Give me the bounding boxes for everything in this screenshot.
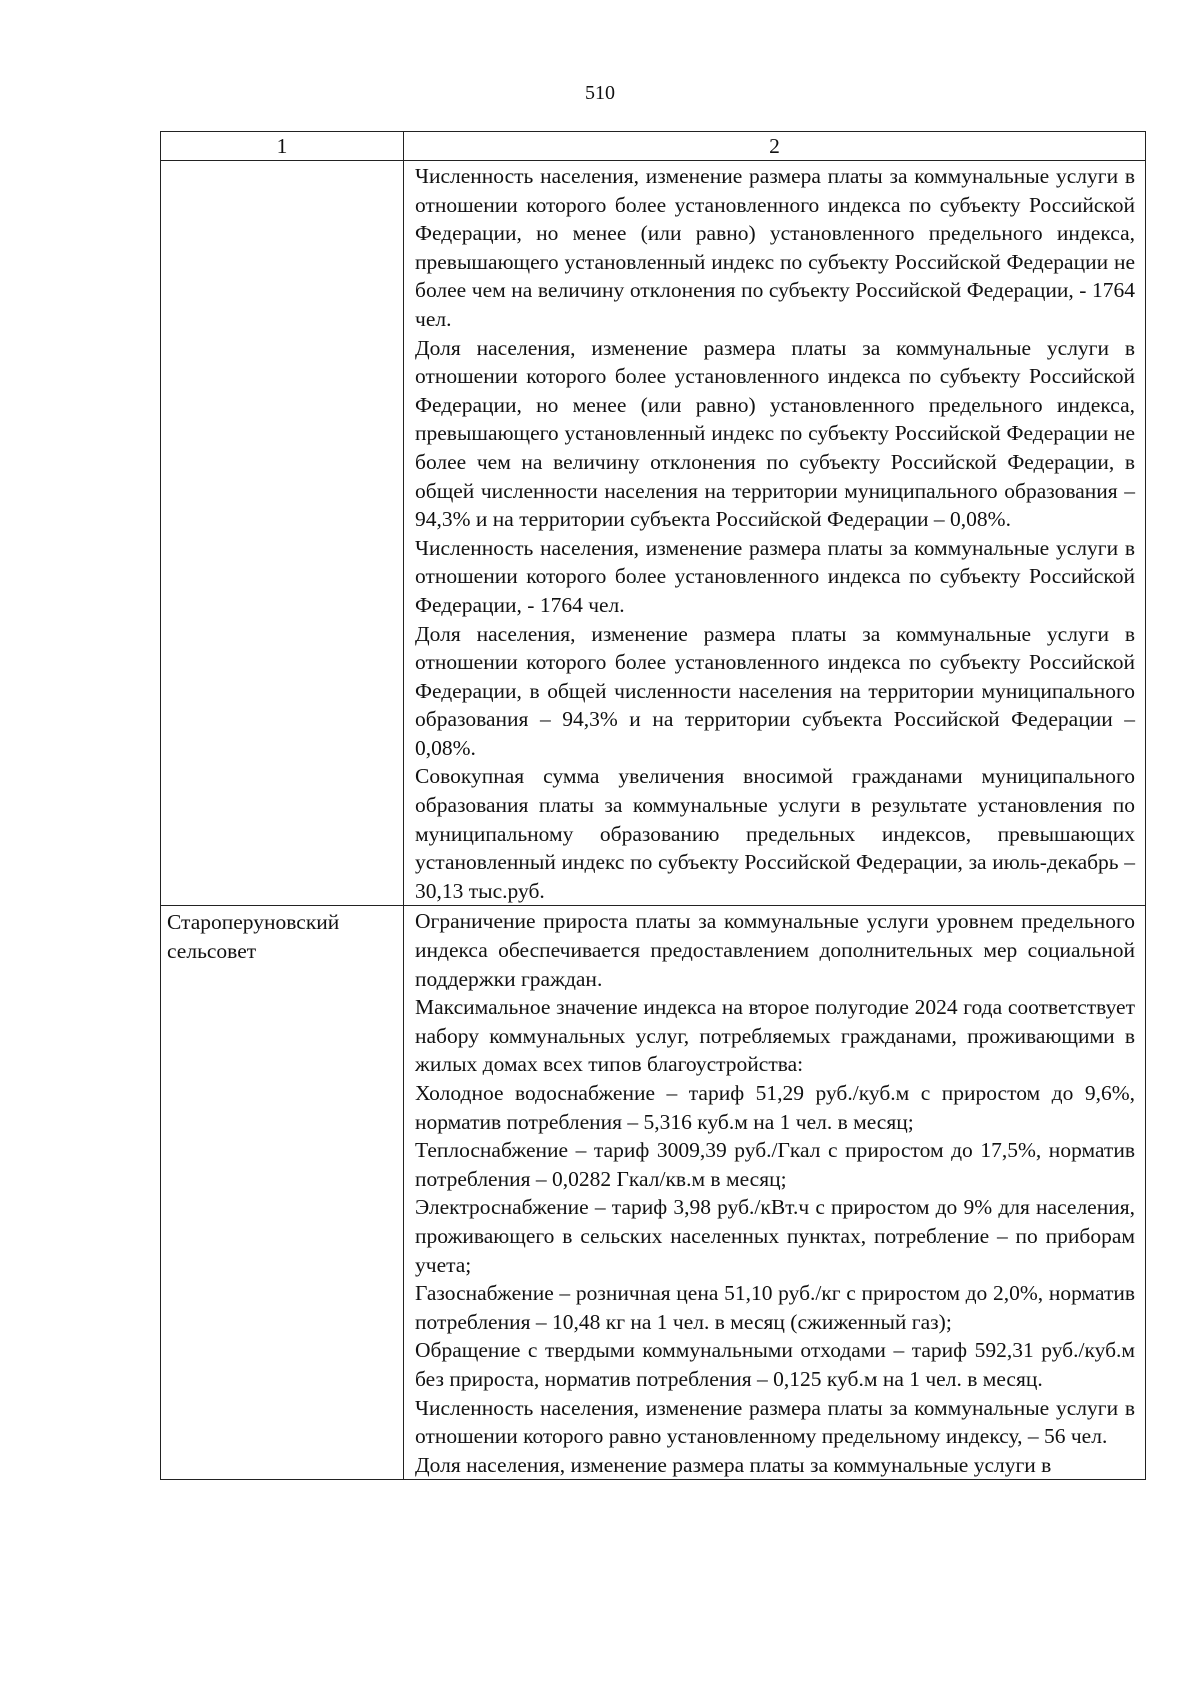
municipality-name-cell (161, 906, 404, 1480)
paragraph: Численность населения, изменение размера платы за коммунальные услуги в отношении которого более установленного индекса по субъекту Российской Федерации, - 1764 чел. (415, 535, 1135, 617)
paragraph: Доля населения, изменение размера платы за коммунальные услуги в отношении которого более установленного индекса по субъекту Российской Федерации, но менее (или равно) установленного предельного индекса, превышающего установленный индекс по субъекту Российской Федерации не более чем на величину отклонения по субъекту Российской Федерации, в общей численности населения на территории муниципального образования – 94,3% и на территории субъекта Российской Федерации – 0,08%. (415, 335, 1135, 532)
paragraph: Совокупная сумма увеличения вносимой гражданами муниципального образования платы за коммунальные услуги в результате установления по муниципальному образованию предельных индексов, превышающих установленный индекс по субъекту Российской Федерации, за июль-декабрь – 30,13 тыс.руб. (415, 764, 1135, 903)
table-row (161, 161, 1146, 906)
paragraph: Численность населения, изменение размера платы за коммунальные услуги в отношении которого более установленного индекса по субъекту Российской Федерации, но менее (или равно) установленного предельного индекса, превышающего установленный индекс по субъекту Российской Федерации не более чем на величину отклонения по субъекту Российской Федерации, - 1764 чел. (415, 164, 1135, 331)
description-cell (404, 161, 1146, 906)
table-row (161, 906, 1146, 1480)
paragraph: Газоснабжение – розничная цена 51,10 руб./кг с приростом до 2,0%, норматив потребления – 10,48 кг на 1 чел. в месяц (сжиженный газ); (415, 1281, 1135, 1334)
paragraph: Максимальное значение индекса на второе полугодие 2024 года соответствует набору коммунальных услуг, потребляемых гражданами, проживающими в жилых домах всех типов благоустройства: (415, 995, 1135, 1077)
column-header-2: 2 (404, 132, 1146, 161)
municipality-name-cell (161, 161, 404, 906)
paragraph: Теплоснабжение – тариф 3009,39 руб./Гкал с приростом до 17,5%, норматив потребления – 0,0282 Гкал/кв.м в месяц; (415, 1138, 1135, 1191)
document-table (160, 131, 1146, 1480)
paragraph: Численность населения, изменение размера платы за коммунальные услуги в отношении которого равно установленному предельному индексу, – 56 чел. (415, 1395, 1135, 1449)
paragraph: Доля населения, изменение размера платы за коммунальные услуги в отношении которого более установленного индекса по субъекту Российской Федерации, в общей численности населения на территории муниципального образования – 94,3% и на территории субъекта Российской Федерации – 0,08%. (415, 621, 1135, 760)
table-header-row (161, 132, 1146, 161)
column-header-1: 1 (161, 132, 404, 161)
page-number: 510 (585, 82, 615, 104)
paragraph: Электроснабжение – тариф 3,98 руб./кВт.ч с приростом до 9% для населения, проживающего в сельских населенных пунктах, потребление – по приборам учета; (415, 1195, 1135, 1277)
paragraph: Обращение с твердыми коммунальными отходами – тариф 592,31 руб./куб.м без прироста, норматив потребления – 0,125 куб.м на 1 чел. в месяц. (415, 1338, 1135, 1391)
paragraph: Холодное водоснабжение – тариф 51,29 руб./куб.м с приростом до 9,6%, норматив потребления – 5,316 куб.м на 1 чел. в месяц; (415, 1081, 1135, 1134)
municipality-name: Староперуновский сельсовет (167, 910, 340, 964)
description-cell (404, 906, 1146, 1480)
paragraph: Доля населения, изменение размера платы за коммунальные услуги в (415, 1452, 1052, 1477)
paragraph: Ограничение прироста платы за коммунальные услуги уровнем предельного индекса обеспечивается предоставлением дополнительных мер социальной поддержки граждан. (415, 909, 1135, 991)
